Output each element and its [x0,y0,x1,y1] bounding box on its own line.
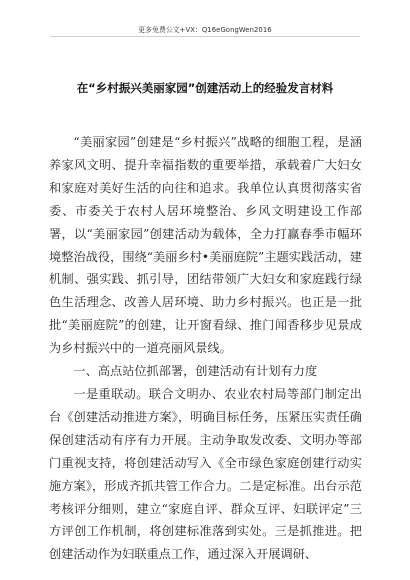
header-note: 更多免费公文+VX：Q16eGongWen2016 [138,26,272,34]
section-heading-1: 一、高点站位抓部署，创建活动有计划有力度 [73,364,318,379]
paragraph-intro: “美丽家园”创建是“乡村振兴”战略的细胞工程，是涵养家风文明、提升幸福指数的重要举措，承载着广大妇女和家庭对美好生活的向往和追求。我单位认真贯彻落实省委、市委关于农村人居环境整治、乡风文明建设工作部署，以“美丽家园”创建活动为载体，全力打赢春季市幅环境整治战役，围绕“美丽乡村•美丽庭院”主题实践活动，建机制、强实践、抓引导，团结带领广大妇女和家庭践行绿色生活理念、改善人居环境、助力乡村振兴。也正是一批批“美丽庭院”的创建，让开窗看绿、推门闻香移步见景成为乡村振兴中的一道亮丽风景线。 [49,135,362,356]
paragraph-section-1: 一是重联动。联合文明办、农业农村局等部门制定出台《创建活动推进方案》，明确目标任务，压紧压实责任确保创建活动有序有力开展。主动争取发改委、文明办等部门重视支持，将创建活动写入《全市绿色家庭创建行动实施方案》，形成齐抓共管工作合力。二是定标准。出台示范考核评分细则，建立“家庭自评、群众互评、妇联评定”三方评创工作机制，将创建标准落到实处。三是抓推进。把创建活动作为妇联重点工作，通过深入开展调研、 [49,386,362,562]
header-divider [50,36,360,37]
document-title: 在“乡村振兴美丽家园”创建活动上的经验发言材料 [76,81,334,95]
document-body [49,131,362,566]
